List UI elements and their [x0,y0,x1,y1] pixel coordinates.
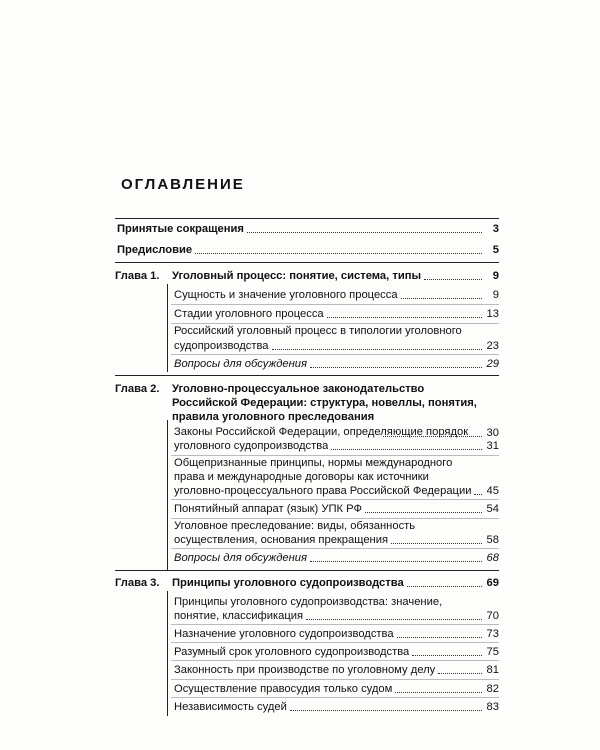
toc-entry-label: Законность при производстве по уголовному делу [174,664,436,676]
chapter-divider [115,375,499,376]
toc-page-number: 30 [486,427,499,439]
toc-chapter-2-title-line: правила уголовного преследования [172,411,375,423]
dot-leader [310,560,482,562]
dot-leader [310,366,482,368]
toc-entry-label: Понятийный аппарат (язык) УПК РФ [174,503,362,515]
toc-page-number: 73 [486,628,499,640]
toc-entry-label: понятие, классификация [174,610,304,622]
toc-entry-label: судопроизводства [174,340,269,352]
toc-section-line: Общепризнанные принципы, нормы международного [174,457,453,469]
toc-page-number: 13 [486,308,499,320]
toc-chapter-2-title-line: Уголовно-процессуальное законодательство [172,383,425,395]
toc-page-number: 9 [492,289,499,301]
toc-page-number: 58 [486,534,499,546]
toc-section[interactable] [174,700,499,714]
toc-section[interactable] [174,682,499,696]
toc-entry-preface[interactable] [117,243,499,257]
dot-leader [407,585,482,587]
toc-entry-label: осуществления, основания прекращения [174,534,389,546]
toc-chapter-2-title-line: Российской Федерации: структура, новеллы, понятия, [172,397,477,409]
toc-entry-label: Предисловие [117,244,193,256]
toc-entry-label: Осуществление правосудия только судом [174,683,393,695]
toc-page-number: 69 [486,577,499,589]
section-separator [171,697,499,698]
dot-leader [424,278,482,280]
toc-section[interactable] [174,484,499,498]
chapter-label: Глава 3. [115,577,160,589]
toc-page-number: 29 [486,358,499,370]
section-separator [171,642,499,643]
section-separator [171,679,499,680]
dot-leader [365,511,482,513]
section-bar [167,420,168,570]
section-separator [171,548,499,549]
toc-page-number: 75 [486,646,499,658]
toc-section-line: Принципы уголовного судопроизводства: значение, [174,596,443,608]
section-bar [167,591,168,716]
dot-leader [391,542,482,544]
toc-page-number: 23 [486,340,499,352]
toc-section[interactable] [174,502,499,516]
page-title: ОГЛАВЛЕНИЕ [121,176,245,193]
chapter-label: Глава 1. [115,270,160,282]
toc-section[interactable] [174,339,499,353]
dot-leader [438,672,482,674]
toc-entry-abbreviations[interactable] [117,222,499,236]
toc-section[interactable] [174,439,499,453]
toc-section[interactable] [174,288,499,302]
section-separator [171,660,499,661]
toc-section-questions[interactable] [174,357,499,371]
dot-leader [195,252,482,254]
toc-entry-label: Сущность и значение уголовного процесса [174,289,398,301]
toc-section[interactable] [174,609,499,623]
toc-entry-label: Вопросы для обсуждения [174,358,307,370]
toc-section-questions[interactable] [174,551,499,565]
toc-section[interactable] [174,645,499,659]
toc-entry-label: Вопросы для обсуждения [174,552,307,564]
dot-leader [395,691,482,693]
dot-leader [247,231,482,233]
toc-entry-label: Назначение уголовного судопроизводства [174,628,394,640]
toc-section-line: Уголовное преследование: виды, обязанность [174,520,416,532]
dot-leader [306,618,482,620]
toc-page-number: 45 [486,485,499,497]
toc-entry-label: Разумный срок уголовного судопроизводства [174,646,410,658]
toc-chapter-1-title[interactable] [172,269,499,283]
dot-leader [331,448,482,450]
toc-section[interactable] [174,627,499,641]
toc-entry-label: Принятые сокращения [117,223,244,235]
section-separator [171,304,499,305]
toc-chapter-3-title[interactable] [172,576,499,590]
chapter-label: Глава 2. [115,383,160,395]
chapter-divider [115,570,499,571]
dot-leader [397,636,482,638]
toc-top-rule [115,218,499,219]
dot-leader [272,348,482,350]
toc-entry-label: Уголовный процесс: понятие, система, типы [172,270,422,282]
toc-section[interactable] [174,663,499,677]
toc-page-number: 81 [486,664,499,676]
toc-page-number: 31 [486,440,499,452]
toc-entry-label: Стадии уголовного процесса [174,308,324,320]
toc-page-number: 5 [492,244,499,256]
toc-section-line: Российский уголовный процесс в типологии уголовного [174,325,462,337]
chapter-divider [115,262,499,263]
toc-entry-label: Принципы уголовного судопроизводства [172,577,404,589]
dot-leader [474,493,482,495]
dot-leader [327,316,482,318]
section-separator [171,624,499,625]
section-bar [167,284,168,372]
section-separator [171,499,499,500]
toc-section-line: права и международные договоры как источники [174,471,429,483]
toc-section-line: Законы Российской Федерации, определяющие порядок [174,426,469,438]
toc-page-number: 9 [492,270,499,282]
toc-page-number: 70 [486,610,499,622]
dot-leader [290,709,482,711]
toc-page-number: 3 [492,223,499,235]
dot-leader [401,297,482,299]
toc-page-number: 54 [486,503,499,515]
dot-leader [412,654,482,656]
toc-page-number: 83 [486,701,499,713]
toc-entry-label: уголовно-процессуального права Российской Федерации [174,485,471,497]
section-separator [171,354,499,355]
toc-entry-label: Независимость судей [174,701,287,713]
toc-page-number: 82 [486,683,499,695]
toc-page-number: 68 [486,552,499,564]
toc-entry-label: уголовного судопроизводства [174,440,329,452]
toc-section[interactable] [174,307,499,321]
toc-section[interactable] [174,533,499,547]
